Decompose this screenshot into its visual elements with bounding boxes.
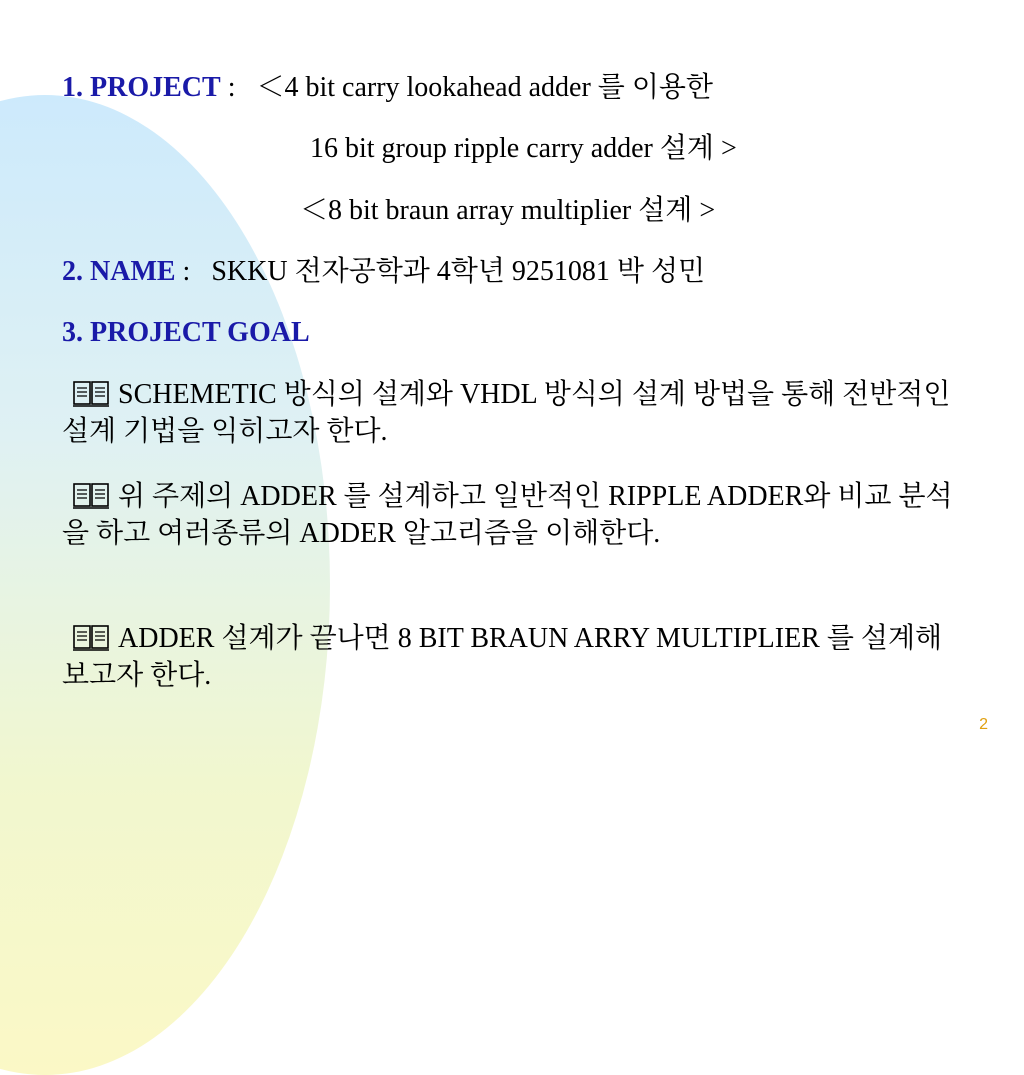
project-title-line-2: 16 bit group ripple carry adder 설계 > xyxy=(310,133,737,164)
goal-item-2 xyxy=(62,478,962,552)
project-title-line-3: ＜8 bit braun array multiplier 설계 > xyxy=(300,195,716,226)
page-number: 2 xyxy=(979,716,988,733)
name-separator: : xyxy=(175,256,191,287)
project-heading: 1. PROJECT xyxy=(62,72,221,103)
name-line xyxy=(62,254,705,290)
project-goal-heading: 3. PROJECT GOAL xyxy=(62,317,310,348)
goal-item-3 xyxy=(62,620,962,694)
project-separator: : xyxy=(220,72,236,103)
project-line-1 xyxy=(62,70,713,106)
book-icon xyxy=(72,380,110,408)
name-heading: 2. NAME xyxy=(62,256,176,287)
goal-item-1 xyxy=(62,376,962,450)
book-icon xyxy=(72,624,110,652)
goal-text-1: SCHEMETIC 방식의 설계와 VHDL 방식의 설계 방법을 통해 전반적인 설계 기법을 익히고자 한다. xyxy=(62,379,951,447)
goal-text-2: 위 주제의 ADDER 를 설계하고 일반적인 RIPPLE ADDER와 비교 분석을 하고 여러종류의 ADDER 알고리즘을 이해한다. xyxy=(62,481,953,549)
book-icon xyxy=(72,482,110,510)
name-value: SKKU 전자공학과 4학년 9251081 박 성민 xyxy=(211,256,706,287)
goal-text-3: ADDER 설계가 끝나면 8 BIT BRAUN ARRY MULTIPLIER 를 설계해보고자 한다. xyxy=(62,623,943,691)
project-title-line-1: ＜4 bit carry lookahead adder 를 이용한 xyxy=(256,72,713,103)
